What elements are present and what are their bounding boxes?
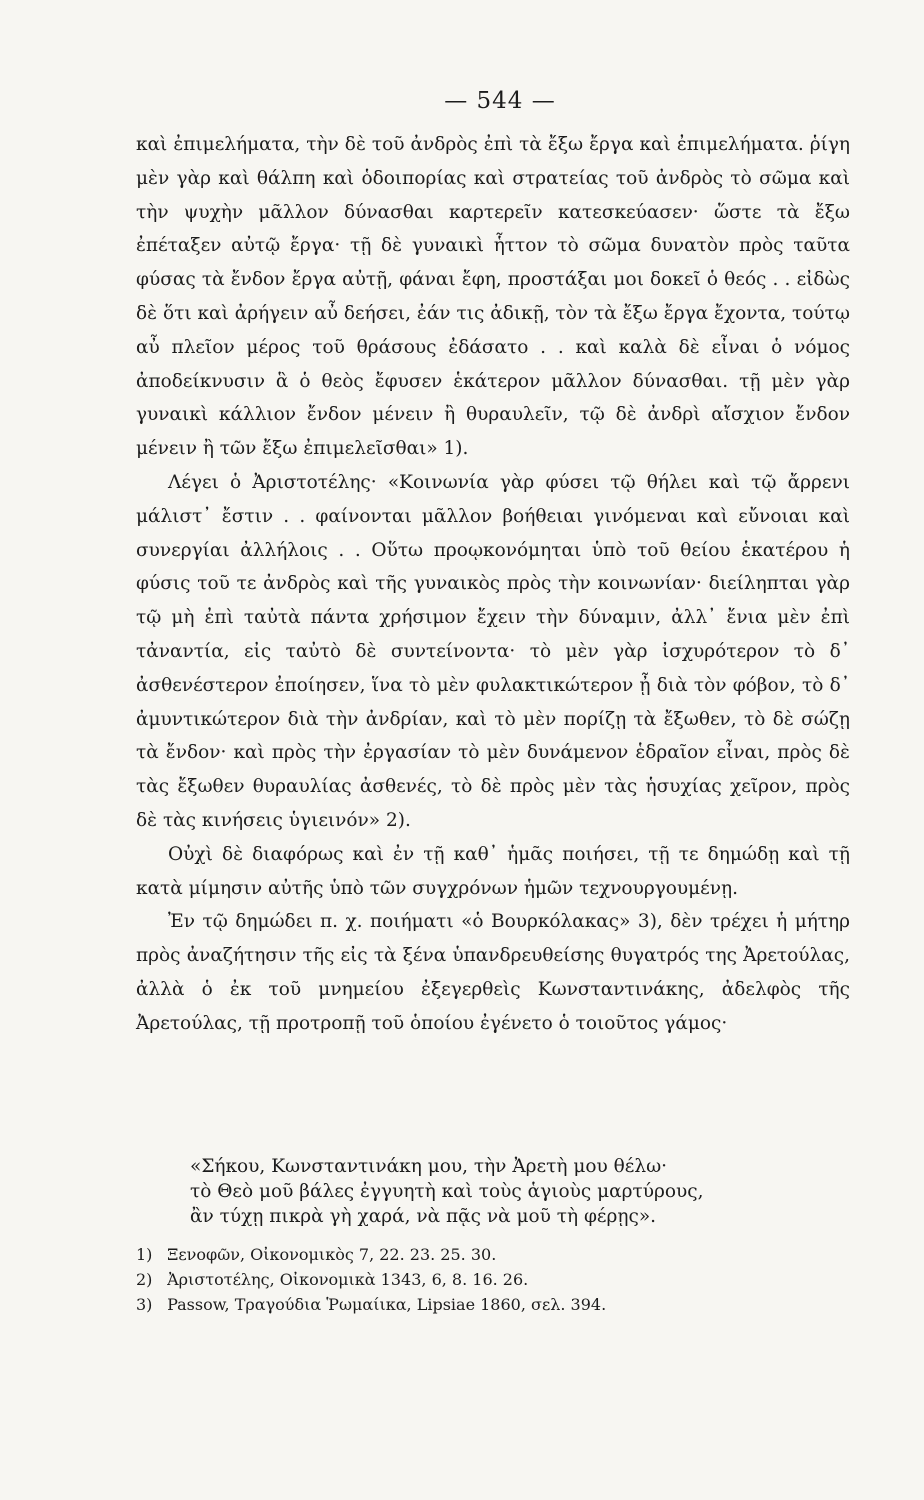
page-number: — 544 —: [444, 88, 556, 114]
footnote-2: [136, 1267, 850, 1292]
poem-line: τὸ Θεὸ μοῦ βάλες ἐγγυητὴ καὶ τοὺς ἁγιοὺς μαρτύρους,: [190, 1181, 704, 1202]
body-text: [136, 128, 850, 1041]
footnotes: [136, 1242, 850, 1317]
paragraph-3: Οὐχὶ δὲ διαφόρως καὶ ἐν τῇ καθ᾽ ἡμᾶς ποιήσει, τῇ τε δημώδῃ καὶ τῇ κατὰ μίμησιν αὐτῆς ὑπὸ τῶν συγχρόνων ἡμῶν τεχνουργουμένῃ.: [136, 843, 850, 899]
paragraph-1: καὶ ἐπιμελήματα, τὴν δὲ τοῦ ἀνδρὸς ἐπὶ τὰ ἔξω ἔργα καὶ ἐπιμελήματα. ῥίγη μὲν γὰρ καὶ θάλπη καὶ ὁδοιπορίας καὶ στρατείας τοῦ ἀνδρὸς τὸ σῶμα καὶ τὴν ψυχὴν μᾶλλον δύνασθαι καρτερεῖν κατεσκεύασεν· ὥστε τὰ ἔξω ἐπέταξεν αὐτῷ ἔργα· τῇ δὲ γυναικὶ ἧττον τὸ σῶμα δυνατὸν πρὸς ταῦτα φύσας τὰ ἔνδον ἔργα αὐτῇ, φάναι ἔφη, προστάξαι μοι δοκεῖ ὁ θεός . . εἰδὼς δὲ ὅτι καὶ ἀρήγειν αὖ δεήσει, ἐάν τις ἀδικῇ, τὸν τὰ ἔξω ἔργα ἔχοντα, τούτῳ αὖ πλεῖον μέρος τοῦ θράσους ἐδάσατο . . καὶ καλὰ δὲ εἶναι ὁ νόμος ἀποδείκνυσιν ἃ ὁ θεὸς ἔφυσεν ἑκάτερον μᾶλλον δύνασθαι. τῇ μὲν γὰρ γυναικὶ κάλλιον ἔνδον μένειν ἢ θυραυλεῖν, τῷ δὲ ἀνδρὶ αἴσχιον ἔνδον μένειν ἢ τῶν ἔξω ἐπιμελεῖσθαι» 1).: [136, 134, 850, 460]
footnote-text: Passow, Τραγούδια Ῥωμαίικα, Lipsiae 1860, σελ. 394.: [167, 1295, 607, 1314]
poem-line: «Σήκου, Κωνσταντινάκη μου, τὴν Ἀρετὴ μου θέλω·: [190, 1156, 668, 1177]
footnote-number: 3): [136, 1295, 153, 1314]
footnote-1: [136, 1242, 850, 1267]
poem-quote: [190, 1154, 830, 1229]
footnote-number: 1): [136, 1245, 153, 1264]
footnote-text: Ξενοφῶν, Οἰκονομικὸς 7, 22. 23. 25. 30.: [167, 1245, 497, 1264]
poem-line: ἂν τύχῃ πικρὰ γὴ χαρά, νὰ πᾷς νὰ μοῦ τὴ φέρῃς».: [190, 1206, 657, 1227]
paragraph-4: Ἐν τῷ δημώδει π. χ. ποιήματι «ὁ Βουρκόλακας» 3), δὲν τρέχει ἡ μήτηρ πρὸς ἀναζήτησιν τῆς εἰς τὰ ξένα ὑπανδρευθείσης θυγατρός της Ἀρετούλας, ἀλλὰ ὁ ἐκ τοῦ μνημείου ἐξεγερθεὶς Κωνσταντινάκης, ἀδελφὸς τῆς Ἀρετούλας, τῇ προτροπῇ τοῦ ὁποίου ἐγένετο ὁ τοιοῦτος γάμος·: [136, 911, 850, 1034]
footnote-number: 2): [136, 1270, 153, 1289]
footnote-3: [136, 1292, 850, 1317]
footnote-text: Ἀριστοτέλης, Οἰκονομικὰ 1343, 6, 8. 16. 26.: [167, 1270, 529, 1289]
paragraph-2: Λέγει ὁ Ἀριστοτέλης· «Κοινωνία γὰρ φύσει τῷ θήλει καὶ τῷ ἄρρενι μάλιστ᾽ ἔστιν . . φαίνονται μᾶλλον βοήθειαι γινόμεναι καὶ εὔνοιαι καὶ συνεργίαι ἀλλήλοις . . Οὕτω προῳκονόμηται ὑπὸ τοῦ θείου ἑκατέρου ἡ φύσις τοῦ τε ἀνδρὸς καὶ τῆς γυναικὸς πρὸς τὴν κοινωνίαν· διείληπται γὰρ τῷ μὴ ἐπὶ ταὐτὰ πάντα χρήσιμον ἔχειν τὴν δύναμιν, ἀλλ᾽ ἔνια μὲν ἐπὶ τἀναντία, εἰς ταὐτὸ δὲ συντείνοντα· τὸ μὲν γὰρ ἰσχυρότερον τὸ δ᾽ ἀσθενέστερον ἐποίησεν, ἵνα τὸ μὲν φυλακτικώτερον ᾖ διὰ τὸν φόβον, τὸ δ᾽ ἀμυντικώτερον διὰ τὴν ἀνδρίαν, καὶ τὸ μὲν πορίζῃ τὰ ἔξωθεν, τὸ δὲ σώζῃ τὰ ἔνδον· καὶ πρὸς τὴν ἐργασίαν τὸ μὲν δυνάμενον ἑδραῖον εἶναι, πρὸς δὲ τὰς ἔξωθεν θυραυλίας ἀσθενές, τὸ δὲ πρὸς μὲν τὰς ἡσυχίας χεῖρον, πρὸς δὲ τὰς κινήσεις ὑγιεινόν» 2).: [136, 471, 850, 831]
